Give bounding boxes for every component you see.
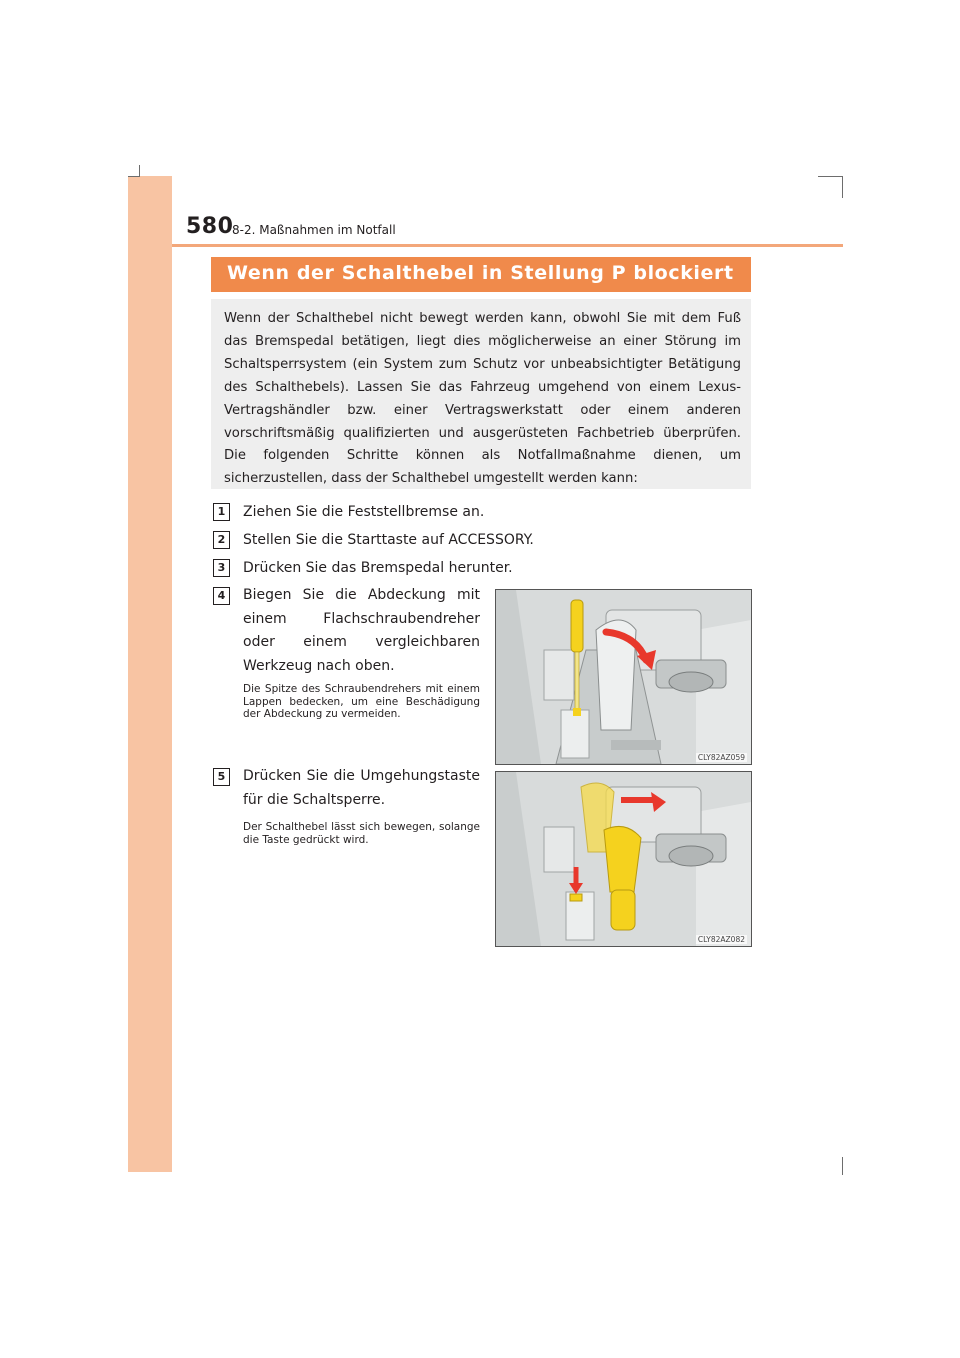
step-number: 2	[213, 531, 230, 549]
step-text: Drücken Sie das Bremspedal herunter.	[243, 560, 513, 576]
step-text: Ziehen Sie die Feststellbremse an.	[243, 504, 485, 520]
crop-mark-top-right	[842, 176, 843, 198]
crop-mark-top-left	[139, 165, 140, 177]
step-text: Drücken Sie die Umgehungstaste für die Schaltsperre.	[243, 768, 480, 808]
figure-code: CLY82AZ082	[697, 935, 745, 944]
step-number: 3	[213, 559, 230, 577]
section-title-bar	[211, 257, 751, 292]
shift-lock-release-illustration	[496, 772, 751, 946]
section-label: 8-2. Maßnahmen im Notfall	[232, 223, 396, 237]
chapter-tab-strip	[128, 176, 172, 1172]
section-title: Wenn der Schalthebel in Stellung P blockiert	[227, 262, 734, 284]
step-number: 1	[213, 503, 230, 521]
step-text: Stellen Sie die Starttaste auf ACCESSORY.	[243, 532, 534, 548]
step-number: 5	[213, 768, 230, 786]
step-note: Die Spitze des Schraubendrehers mit einem Lappen bedecken, um eine Beschädigung der Abdeckung zu vermeiden.	[243, 683, 480, 721]
intro-box	[211, 299, 751, 489]
header-rule	[172, 244, 843, 247]
figure-shift-lock-release	[495, 771, 752, 947]
intro-text: Wenn der Schalthebel nicht bewegt werden kann, obwohl Sie mit dem Fuß das Bremspedal betätigen, liegt dies möglicherweise an einer Störung im Schaltsperrsystem (ein System zum Schutz vor unbeabsichtigter Betätigung des Schalthebels). Lassen Sie das Fahrzeug umgehend von einem Lexus-Vertragshändler bzw. einer Vertragswerkstatt oder einem anderen vorschriftsmäßig qualifizierten und ausgerüsteten Fachbetrieb überprüfen. Die folgenden Schritte können als Notfallmaßnahme dienen, um sicherzustellen, dass der Schalthebel umgestellt werden kann:	[224, 311, 741, 487]
page-number: 580	[186, 214, 234, 239]
figure-screwdriver	[495, 589, 752, 765]
screwdriver-on-shift-lever-illustration	[496, 590, 751, 764]
crop-mark-bottom-right	[842, 1157, 843, 1175]
crop-mark-top-right	[818, 176, 842, 177]
step-number: 4	[213, 587, 230, 605]
step-note: Der Schalthebel lässt sich bewegen, solange die Taste gedrückt wird.	[243, 821, 480, 846]
figure-code: CLY82AZ059	[697, 753, 745, 762]
step-text: Biegen Sie die Abdeckung mit einem Flachschraubendreher oder einem vergleichbaren Werkzeug nach oben.	[243, 587, 480, 674]
